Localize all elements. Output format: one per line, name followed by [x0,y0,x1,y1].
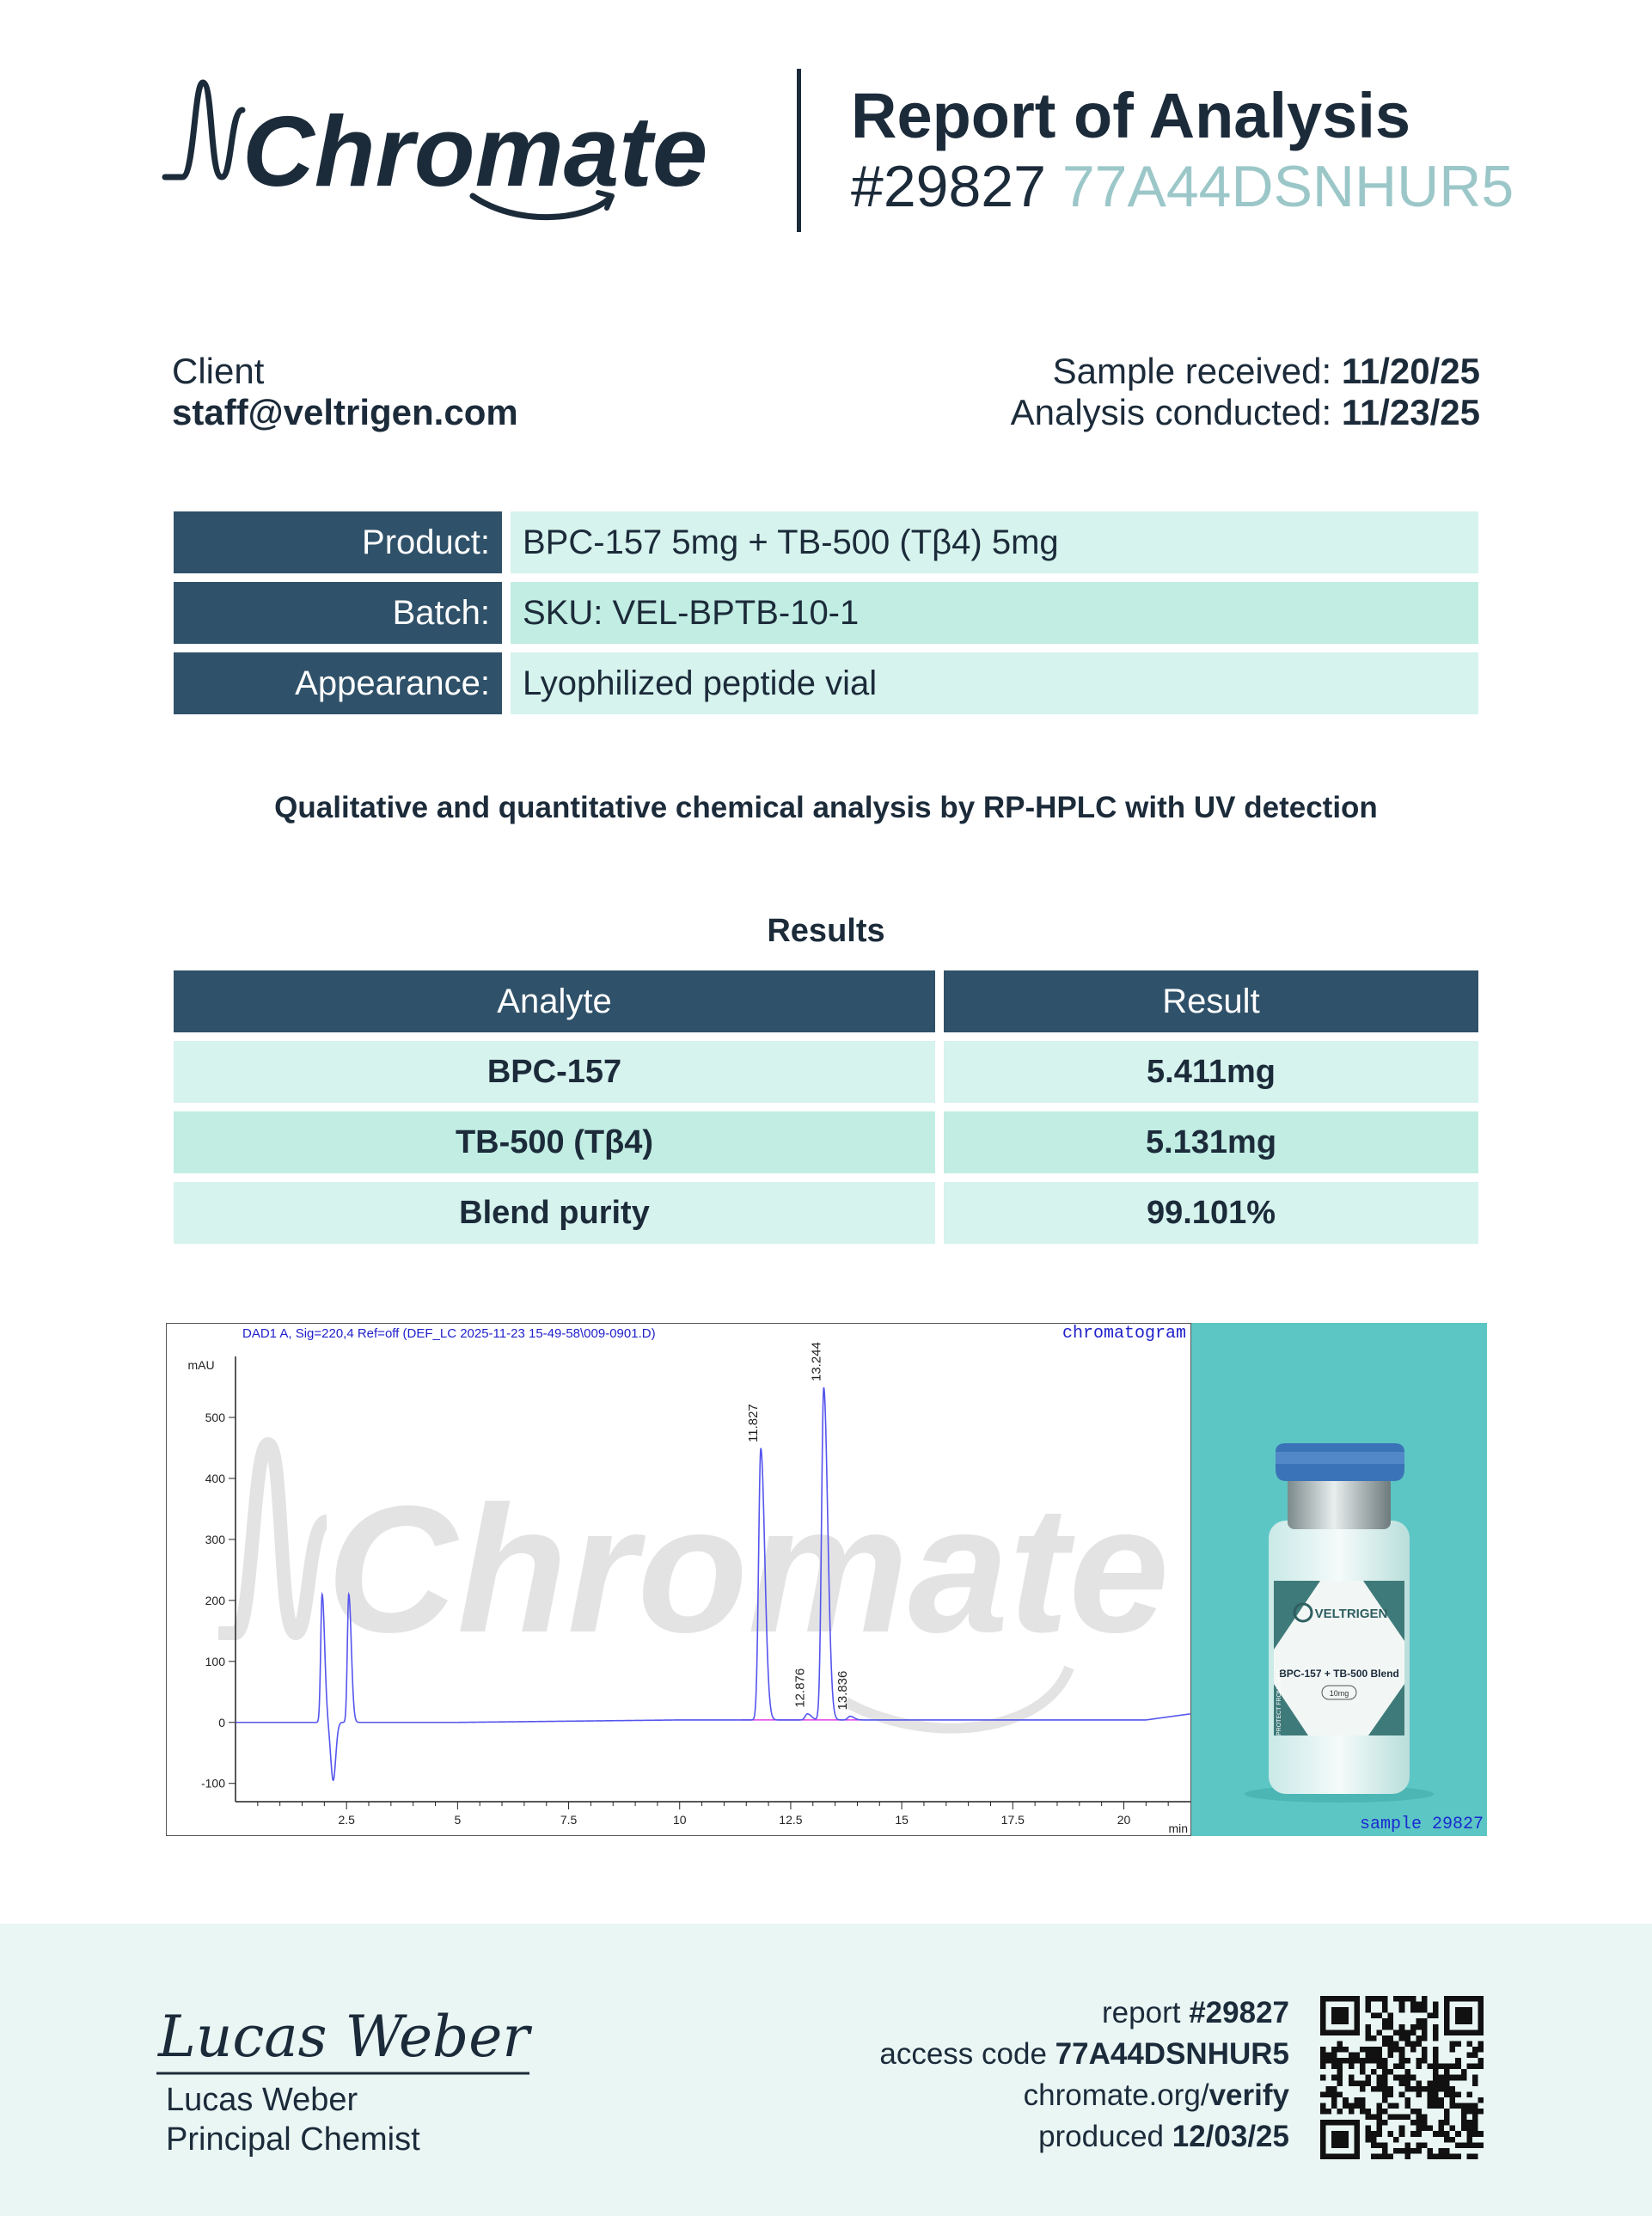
y-tick-label: 100 [205,1654,225,1668]
info-value: Lyophilized peptide vial [511,652,1478,714]
x-tick-label: 5 [454,1813,462,1827]
signal-label: DAD1 A, Sig=220,4 Ref=off (DEF_LC 2025-11-23 15-49-58\009-0901.D) [242,1326,656,1341]
vial-product: BPC-157 + TB-500 Blend [1279,1668,1399,1680]
vial-side-text: PROTECT FROM LIGHT [1276,1668,1282,1735]
y-tick-label: 400 [205,1471,225,1485]
info-label: Product: [174,511,502,573]
signer-name: Lucas Weber [166,2082,358,2118]
column-header-analyte: Analyte [174,970,935,1032]
x-unit-label: min [1168,1821,1188,1835]
report-title: Report of Analysis [851,80,1411,151]
watermark-wordmark: Chromate [327,1468,1170,1670]
peak-label: 13.244 [809,1342,824,1382]
table-row [174,1182,1478,1244]
chromate-logo [163,76,708,230]
info-row-appearance [174,652,1478,714]
footer-report-number [1102,1996,1289,2030]
verify-prefix: chromate.org/ [1023,2078,1209,2112]
footer-access-label: access code [879,2037,1047,2071]
chromate-watermark [218,1444,1169,1729]
analysis-conducted [1011,392,1480,433]
vial-crimp [1288,1476,1391,1529]
report-id [851,153,1514,220]
signature [155,1993,533,2078]
conducted-label: Analysis conducted: [1010,392,1332,432]
conducted-date: 11/23/25 [1341,392,1480,432]
info-row-product [174,511,1478,573]
y-tick-label: 0 [218,1715,225,1729]
column-header-result: Result [944,970,1478,1032]
sample-received [1053,351,1480,392]
result-cell: 5.411mg [944,1041,1478,1103]
analyte-cell: Blend purity [174,1182,935,1244]
x-tick-label: 7.5 [560,1813,578,1827]
peak-label: 11.827 [746,1404,762,1442]
footer-access-code [879,2037,1289,2072]
client-email: staff@veltrigen.com [172,392,518,432]
client-label: Client [172,351,265,391]
header-divider [797,69,801,232]
y-tick-label: 200 [205,1593,225,1607]
y-unit-label: mAU [187,1358,215,1372]
vial-photo [1191,1323,1487,1836]
received-date: 11/20/25 [1341,351,1480,391]
x-ticks [258,1802,1168,1827]
method-description: Qualitative and quantitative chemical analysis by RP-HPLC with UV detection [274,791,1378,824]
info-value: SKU: VEL-BPTB-10-1 [511,582,1478,644]
footer-produced [1038,2120,1289,2154]
footer-produced-label: produced [1038,2120,1165,2153]
info-row-batch [174,582,1478,644]
x-tick-label: 2.5 [338,1813,355,1827]
brand-wordmark: Chromate [242,95,708,207]
results-title: Results [767,913,885,949]
analyte-cell: BPC-157 [174,1041,935,1103]
x-tick-label: 12.5 [779,1813,803,1827]
result-cell: 99.101% [944,1182,1478,1244]
access-code: 77A44DSNHUR5 [1062,154,1514,219]
footer-produced-date: 12/03/25 [1172,2120,1289,2153]
table-row [174,1111,1478,1173]
chromatogram-tag: chromatogram [1062,1324,1186,1344]
chromatogram-chart [167,1324,1190,1835]
table-row [174,1041,1478,1103]
analyte-cell: TB-500 (Tβ4) [174,1111,935,1173]
verify-link[interactable] [1024,2078,1289,2113]
vial-brand: VELTRIGEN [1314,1607,1388,1621]
vial-dose: 10mg [1329,1689,1349,1698]
info-label: Batch: [174,582,502,644]
x-tick-label: 10 [672,1813,687,1827]
result-cell: 5.131mg [944,1111,1478,1173]
y-ticks [201,1411,236,1791]
signature-text: Lucas Weber [158,2004,529,2070]
info-label: Appearance: [174,652,502,714]
peak-label: 12.876 [792,1668,808,1708]
footer-access-value: 77A44DSNHUR5 [1055,2037,1289,2071]
x-tick-label: 15 [895,1813,909,1827]
y-tick-label: 500 [205,1410,225,1424]
chromatogram-panel [166,1323,1191,1836]
footer-report-value: #29827 [1189,1996,1289,2029]
qr-code[interactable] [1320,1996,1484,2159]
signer-role: Principal Chemist [166,2121,420,2158]
y-tick-label: 300 [205,1532,225,1546]
verify-bold: verify [1208,2078,1289,2112]
info-value: BPC-157 5mg + TB-500 (Tβ4) 5mg [511,511,1478,573]
report-number: #29827 [851,154,1046,219]
x-tick-label: 17.5 [1000,1813,1025,1827]
x-tick-label: 20 [1117,1813,1131,1827]
footer-report-label: report [1102,1996,1181,2029]
peak-label: 13.836 [835,1670,850,1711]
vial-illustration [1191,1323,1487,1836]
y-tick-label: -100 [200,1776,225,1791]
sample-tag: sample 29827 [1359,1815,1484,1834]
received-label: Sample received: [1052,351,1332,391]
results-header-row [174,970,1478,1032]
